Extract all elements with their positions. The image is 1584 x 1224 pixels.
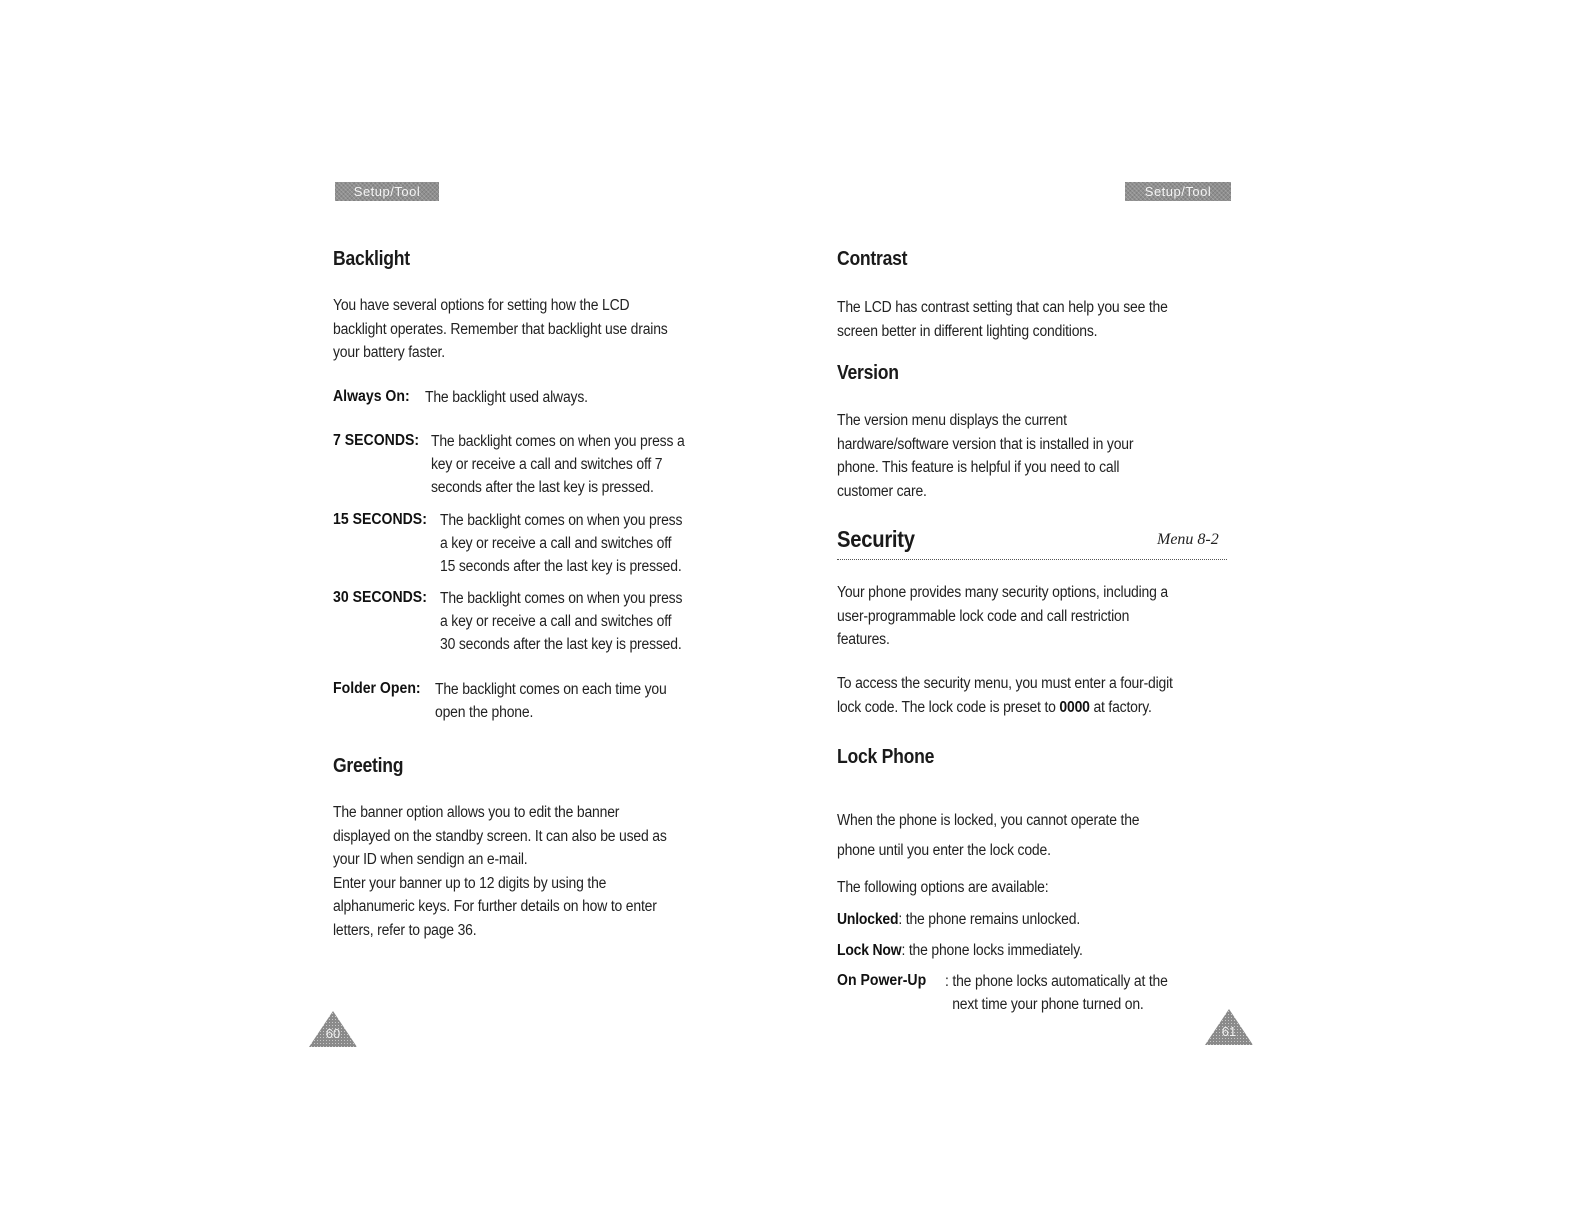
lock-phone-line: When the phone is locked, you cannot operate the [837, 812, 1140, 829]
seven-seconds-def [431, 430, 685, 499]
fifteen-seconds-term: 15 SECONDS: [333, 511, 427, 528]
option-term: Lock Now [837, 942, 902, 959]
greeting-line: your ID when sendign an e-mail. [333, 851, 528, 868]
section-tab: Setup/Tool [1125, 182, 1231, 201]
thirty-seconds-term: 30 SECONDS: [333, 589, 427, 606]
section-tab: Setup/Tool [335, 182, 439, 201]
def-line: The backlight comes on when you press [440, 590, 683, 607]
security-intro-line: user-programmable lock code and call restriction [837, 607, 1130, 625]
fifteen-seconds-def [440, 509, 682, 578]
version-body [837, 409, 1133, 503]
version-line: phone. This feature is helpful if you need to call [837, 459, 1120, 476]
lock-phone-body [837, 806, 1139, 866]
greeting-line: displayed on the standby screen. It can also be used as [333, 827, 667, 845]
page-number-badge [308, 1010, 358, 1048]
lock-options-intro: The following options are available: [837, 879, 1049, 896]
always-on-term: Always On: [333, 388, 410, 405]
version-line: customer care. [837, 482, 927, 500]
option-def: : the phone remains unlocked. [898, 911, 1081, 928]
security-intro [837, 581, 1168, 652]
version-line: hardware/software version that is installed in your [837, 435, 1134, 453]
option-power-up-def [945, 970, 1168, 1016]
backlight-intro-line: your battery faster. [333, 344, 445, 361]
def-line: next time your phone turned on. [952, 996, 1144, 1013]
section-divider [837, 559, 1227, 560]
greeting-line: Enter your banner up to 12 digits by using the [333, 874, 607, 892]
version-line: The version menu displays the current [837, 412, 1067, 429]
def-line: : the phone locks automatically at the [945, 973, 1168, 990]
security-access [837, 672, 1173, 719]
def-line: seconds after the last key is pressed. [431, 479, 654, 496]
contrast-body [837, 296, 1168, 343]
backlight-intro [333, 294, 668, 365]
option-def: : the phone locks immediately. [901, 942, 1083, 959]
def-line: 15 seconds after the last key is pressed. [440, 558, 682, 575]
right-page [792, 0, 1584, 1224]
def-line: The backlight comes on each time you [435, 681, 667, 698]
contrast-line: screen better in different lighting conditions. [837, 322, 1098, 340]
security-access-line [837, 696, 1173, 720]
page-number: 60 [325, 1026, 341, 1041]
access-text: lock code. The lock code is preset to [837, 698, 1060, 716]
greeting-body [333, 801, 667, 942]
lock-phone-line: phone until you enter the lock code. [837, 842, 1051, 859]
seven-seconds-term: 7 SECONDS: [333, 432, 420, 449]
option-lock-now [837, 939, 1083, 963]
greeting-line: alphanumeric keys. For further details on how to enter [333, 898, 657, 915]
folder-open-def [435, 678, 667, 724]
security-intro-line: Your phone provides many security options, including a [837, 584, 1168, 601]
option-term: Unlocked [837, 911, 899, 928]
menu-reference: Menu 8-2 [1157, 531, 1219, 548]
lock-code: 0000 [1059, 698, 1090, 716]
def-line: The backlight comes on when you press a [431, 433, 685, 450]
contrast-heading: Contrast [837, 248, 908, 270]
security-intro-line: features. [837, 631, 890, 648]
backlight-intro-line: You have several options for setting how the LCD [333, 297, 630, 314]
greeting-heading: Greeting [333, 755, 404, 777]
def-line: The backlight comes on when you press [440, 512, 683, 529]
page-number-badge [1204, 1008, 1254, 1046]
folder-open-term: Folder Open: [333, 680, 421, 697]
security-access-line: To access the security menu, you must enter a four-digit [837, 675, 1173, 692]
def-line: a key or receive a call and switches off [440, 613, 672, 630]
greeting-line: letters, refer to page 36. [333, 921, 477, 939]
lock-phone-heading: Lock Phone [837, 746, 935, 768]
option-unlocked [837, 908, 1080, 932]
def-line: a key or receive a call and switches off [440, 535, 672, 552]
thirty-seconds-def [440, 587, 682, 656]
contrast-line: The LCD has contrast setting that can help you see the [837, 299, 1168, 316]
security-heading: Security [837, 526, 915, 552]
always-on-def: The backlight used always. [425, 389, 588, 406]
page-number: 61 [1221, 1024, 1237, 1039]
option-power-up-term: On Power-Up [837, 972, 927, 989]
version-heading: Version [837, 362, 899, 384]
greeting-line: The banner option allows you to edit the banner [333, 804, 620, 821]
backlight-intro-line: backlight operates. Remember that backlight use drains [333, 320, 668, 338]
def-line: key or receive a call and switches off 7 [431, 456, 663, 473]
def-line: 30 seconds after the last key is pressed. [440, 636, 682, 653]
backlight-heading: Backlight [333, 248, 410, 270]
def-line: open the phone. [435, 704, 534, 721]
access-text: at factory. [1089, 698, 1152, 716]
